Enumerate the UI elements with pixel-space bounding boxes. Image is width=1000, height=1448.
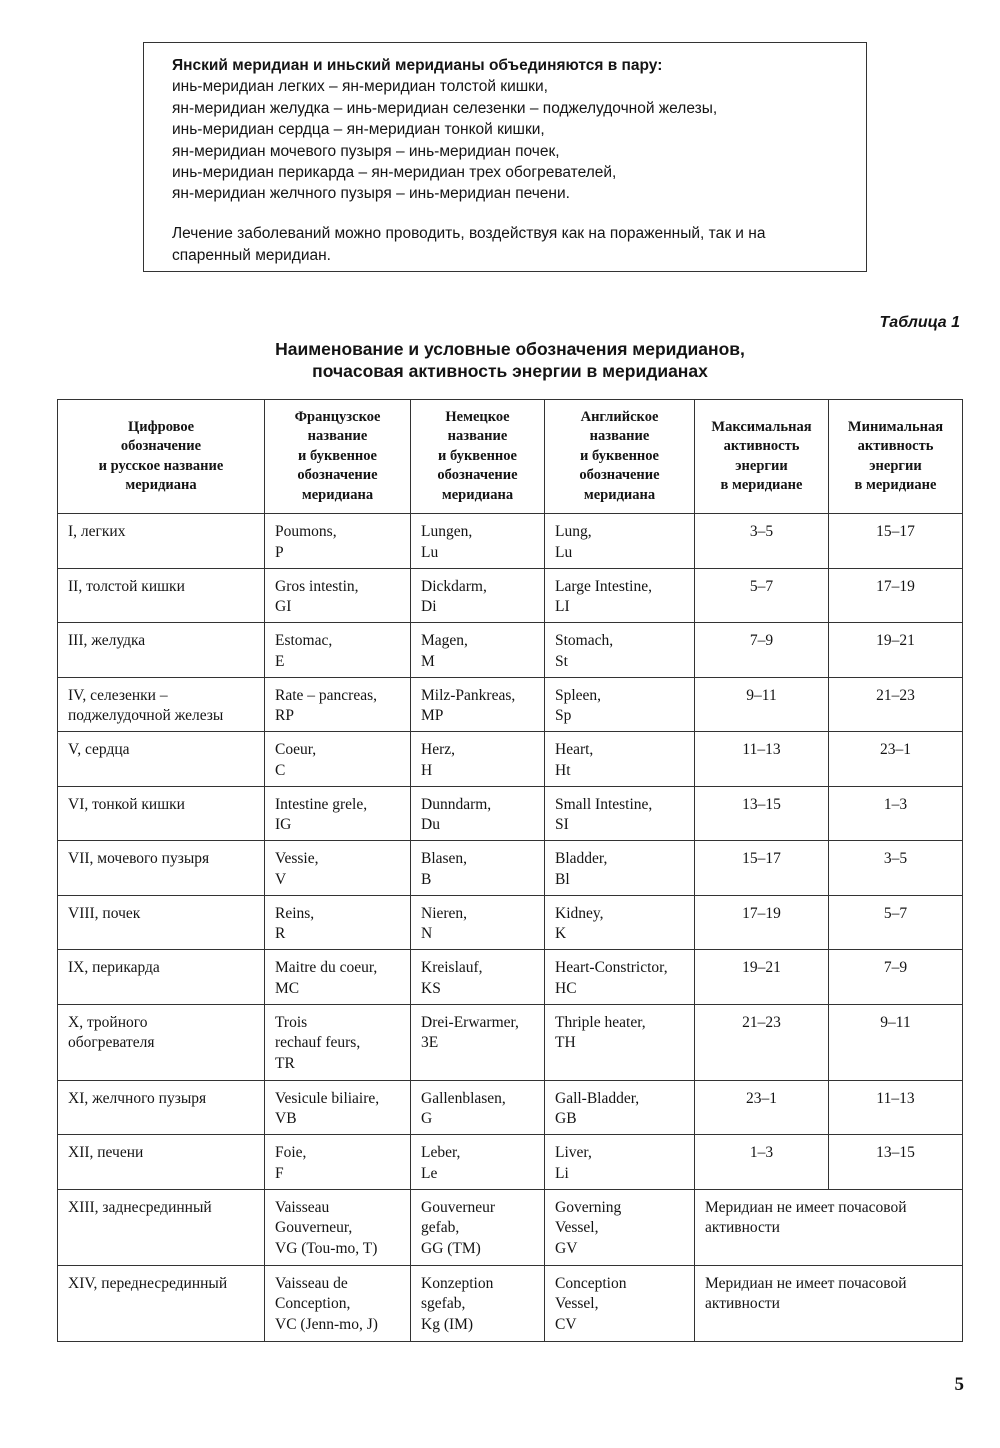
cell-no-hourly-activity [695, 1265, 963, 1341]
cell-line: Magen, [421, 632, 468, 649]
cell-max-activity: 11–13 [695, 732, 829, 787]
table-title-line: почасовая активность энергии в меридианах [312, 361, 708, 381]
column-header-line: в меридиане [720, 477, 803, 493]
cell-line: Intestine grele, [275, 795, 368, 813]
cell-line: XII, печени [68, 1144, 144, 1161]
cell-line: GI [275, 598, 292, 615]
cell-german-name [411, 1135, 545, 1190]
cell-line: Maitre du coeur, [275, 959, 378, 976]
cell-line: Dickdarm, [421, 577, 487, 595]
cell-line: Konzeption [421, 1274, 494, 1292]
cell-line: Li [555, 1164, 569, 1182]
cell-french-name [265, 1135, 411, 1190]
cell-meridian-name [58, 1004, 265, 1080]
cell-line: R [275, 925, 286, 942]
column-header-line: Английское [580, 408, 659, 425]
cell-meridian-name [58, 568, 265, 623]
table-row [58, 1004, 963, 1080]
table-title-line: Наименование и условные обозначения меридианов, [275, 339, 745, 359]
column-header-line: обозначение [579, 467, 660, 484]
cell-line: Large Intestine, [555, 577, 652, 595]
table-row [58, 623, 963, 678]
cell-meridian-name [58, 732, 265, 787]
column-header-min-activity [829, 400, 963, 514]
table-row [58, 950, 963, 1005]
table-row [58, 568, 963, 623]
column-header-line: обозначение [120, 438, 202, 454]
cell-line: Governing [555, 1198, 622, 1216]
column-header-line: и буквенное [580, 447, 659, 464]
cell-line: Trois [275, 1013, 308, 1031]
cell-meridian-name [58, 841, 265, 896]
column-header-line: обозначение [437, 467, 518, 484]
cell-line: Milz-Pankreas, [421, 686, 516, 704]
cell-english-name [545, 1189, 695, 1265]
cell-english-name [545, 677, 695, 732]
cell-line: Lu [421, 543, 439, 561]
cell-french-name [265, 514, 411, 569]
cell-line: Di [421, 598, 437, 615]
cell-line: Drei-Erwarmer, [421, 1013, 519, 1031]
cell-line: V, сердца [68, 741, 130, 758]
cell-line: HC [555, 979, 577, 997]
cell-meridian-name [58, 514, 265, 569]
cell-german-name [411, 677, 545, 732]
cell-line: Lu [555, 543, 573, 561]
column-header-line: Минимальная [847, 418, 944, 435]
cell-line: Kreislauf, [421, 959, 483, 976]
cell-english-name [545, 786, 695, 841]
cell-line: Sp [555, 707, 572, 724]
column-header-number-russian [58, 400, 265, 514]
cell-line: P [275, 543, 284, 561]
cell-meridian-name [58, 623, 265, 678]
column-header-line: Максимальная [711, 418, 812, 435]
cell-line: VG (Tou-mo, T) [275, 1239, 378, 1257]
cell-meridian-name [58, 1265, 265, 1341]
cell-line: LI [555, 598, 570, 615]
cell-line: Bl [555, 870, 570, 888]
cell-meridian-name [58, 677, 265, 732]
cell-english-name [545, 514, 695, 569]
cell-english-name [545, 1080, 695, 1135]
table-row [58, 1265, 963, 1341]
cell-line: Gros intestin, [275, 577, 359, 595]
cell-line: Thriple heater, [555, 1013, 646, 1031]
cell-line: Vaisseau [275, 1198, 330, 1216]
cell-line: B [421, 870, 432, 888]
cell-max-activity: 23–1 [695, 1080, 829, 1135]
column-header-french [265, 400, 411, 514]
column-header-line: меридиана [583, 486, 656, 503]
cell-english-name [545, 623, 695, 678]
cell-line: Vaisseau de [275, 1274, 348, 1292]
cell-line: GB [555, 1110, 577, 1127]
cell-line: Kidney, [555, 904, 604, 922]
cell-german-name [411, 1265, 545, 1341]
pairing-line: инь-меридиан легких – ян-меридиан толстой кишки, [172, 78, 548, 96]
cell-german-name [411, 514, 545, 569]
cell-line: SI [555, 816, 569, 833]
column-header-line: обозначение [297, 467, 378, 484]
cell-min-activity: 11–13 [829, 1080, 963, 1135]
column-header-line: название [589, 428, 650, 445]
table-row [58, 841, 963, 896]
cell-german-name [411, 732, 545, 787]
cell-line: активности [705, 1295, 780, 1312]
table-row [58, 1080, 963, 1135]
cell-line: III, желудка [68, 632, 146, 649]
cell-line: TH [555, 1034, 576, 1051]
cell-line: X, тройного [68, 1013, 148, 1031]
cell-min-activity: 21–23 [829, 677, 963, 732]
cell-line: M [421, 652, 435, 670]
cell-line: Leber, [421, 1144, 461, 1161]
cell-line: XIV, переднесрединный [68, 1274, 228, 1292]
cell-line: VC (Jenn-mo, J) [275, 1315, 378, 1333]
cell-line: C [275, 761, 286, 779]
cell-german-name [411, 623, 545, 678]
cell-min-activity: 5–7 [829, 895, 963, 950]
cell-german-name [411, 1080, 545, 1135]
table-row [58, 1189, 963, 1265]
column-header-line: Цифровое [127, 418, 195, 435]
cell-line: Liver, [555, 1144, 592, 1161]
cell-french-name [265, 1004, 411, 1080]
cell-german-name [411, 786, 545, 841]
meridians-table [57, 399, 963, 1342]
cell-meridian-name [58, 1189, 265, 1265]
cell-english-name [545, 732, 695, 787]
cell-french-name [265, 841, 411, 896]
cell-min-activity: 1–3 [829, 786, 963, 841]
cell-line: MC [275, 979, 300, 997]
cell-line: VB [275, 1110, 297, 1127]
cell-line: H [421, 761, 433, 779]
pairing-line: ян-меридиан желчного пузыря – инь-меридиан печени. [172, 185, 570, 203]
cell-line: rechauf feurs, [275, 1034, 361, 1051]
cell-line: GG (TM) [421, 1239, 481, 1257]
cell-line: K [555, 925, 567, 942]
table-title [0, 338, 1000, 382]
column-header-german [411, 400, 545, 514]
cell-max-activity: 1–3 [695, 1135, 829, 1190]
cell-min-activity: 19–21 [829, 623, 963, 678]
column-header-line: и буквенное [298, 447, 377, 464]
table-body [58, 514, 963, 1342]
cell-min-activity: 17–19 [829, 568, 963, 623]
column-header-line: меридиана [125, 477, 197, 493]
pairing-line: ян-меридиан желудка – инь-меридиан селезенки – поджелудочной железы, [172, 99, 718, 117]
cell-line: XIII, заднесрединный [68, 1198, 212, 1216]
cell-french-name [265, 623, 411, 678]
pairing-line: инь-меридиан сердца – ян-меридиан тонкой кишки, [172, 121, 545, 139]
table-label: Таблица 1 [879, 314, 960, 331]
cell-line: Le [421, 1164, 438, 1182]
cell-french-name [265, 950, 411, 1005]
pairing-note-lead: Янский меридиан и иньский меридианы объединяются в пару: [172, 57, 663, 74]
cell-line: Rate – pancreas, [275, 686, 377, 704]
cell-line: Vessie, [275, 850, 319, 867]
cell-line: Gouverneur, [275, 1219, 353, 1236]
cell-german-name [411, 841, 545, 896]
cell-line: Vesicule biliaire, [275, 1089, 380, 1107]
cell-line: Coeur, [275, 741, 317, 758]
cell-line: VI, тонкой кишки [68, 795, 185, 813]
cell-max-activity: 3–5 [695, 514, 829, 569]
cell-min-activity: 9–11 [829, 1004, 963, 1080]
table-row [58, 514, 963, 569]
cell-no-hourly-activity [695, 1189, 963, 1265]
treatment-line: спаренный меридиан. [172, 246, 331, 264]
cell-line: Spleen, [555, 686, 602, 704]
column-header-line: активность [857, 438, 934, 454]
cell-line: VII, мочевого пузыря [68, 850, 210, 867]
cell-line: Small Intestine, [555, 795, 653, 813]
pairing-line: инь-меридиан перикарда – ян-меридиан трех обогревателей, [172, 164, 617, 182]
cell-line: IG [275, 816, 292, 833]
cell-line: I, легких [68, 523, 126, 540]
cell-line: Gall-Bladder, [555, 1089, 640, 1107]
pairing-note-box [143, 42, 867, 272]
column-header-line: в меридиане [854, 477, 937, 493]
cell-line: MP [421, 707, 444, 724]
cell-line: Conception, [275, 1295, 351, 1312]
cell-line: Estomac, [275, 632, 333, 649]
cell-french-name [265, 732, 411, 787]
table-row [58, 895, 963, 950]
cell-english-name [545, 841, 695, 896]
cell-line: Reins, [275, 904, 315, 922]
cell-french-name [265, 895, 411, 950]
cell-line: VIII, почек [68, 904, 141, 922]
cell-english-name [545, 1004, 695, 1080]
cell-line: sgefab, [421, 1295, 466, 1312]
cell-meridian-name [58, 895, 265, 950]
cell-line: Foie, [275, 1144, 307, 1161]
cell-max-activity: 21–23 [695, 1004, 829, 1080]
cell-min-activity: 13–15 [829, 1135, 963, 1190]
column-header-line: Французское [294, 408, 381, 425]
table-row [58, 1135, 963, 1190]
cell-english-name [545, 568, 695, 623]
cell-max-activity: 17–19 [695, 895, 829, 950]
treatment-line: Лечение заболеваний можно проводить, воздействуя как на пораженный, так и на [172, 224, 766, 242]
cell-line: Du [421, 816, 440, 833]
cell-french-name [265, 1265, 411, 1341]
table-header-row [58, 400, 963, 514]
cell-line: N [421, 925, 433, 942]
cell-line: Gallenblasen, [421, 1089, 506, 1107]
cell-line: Poumons, [275, 523, 337, 540]
cell-line: Lung, [555, 523, 592, 540]
cell-line: F [275, 1164, 284, 1182]
cell-line: Heart, [555, 741, 594, 758]
cell-german-name [411, 1189, 545, 1265]
cell-english-name [545, 950, 695, 1005]
cell-line: St [555, 652, 568, 670]
cell-line: Heart-Constrictor, [555, 959, 668, 976]
cell-line: IV, селезенки – [68, 686, 168, 704]
cell-german-name [411, 568, 545, 623]
column-header-line: меридиана [301, 486, 374, 503]
cell-line: Gouverneur [421, 1198, 496, 1216]
cell-meridian-name [58, 950, 265, 1005]
cell-german-name [411, 895, 545, 950]
cell-line: II, толстой кишки [68, 577, 185, 595]
cell-max-activity: 9–11 [695, 677, 829, 732]
column-header-line: энергии [869, 457, 922, 474]
cell-line: RP [275, 707, 294, 724]
cell-line: G [421, 1110, 433, 1127]
column-header-line: название [447, 428, 508, 445]
cell-max-activity: 15–17 [695, 841, 829, 896]
cell-line: Lungen, [421, 523, 473, 540]
cell-french-name [265, 1080, 411, 1135]
cell-line: IX, перикарда [68, 959, 160, 976]
column-header-line: активность [723, 438, 800, 454]
cell-english-name [545, 895, 695, 950]
page-number: 5 [954, 1374, 964, 1395]
column-header-line: и буквенное [438, 447, 517, 464]
cell-line: Bladder, [555, 850, 608, 867]
cell-french-name [265, 1189, 411, 1265]
cell-german-name [411, 1004, 545, 1080]
table-row [58, 677, 963, 732]
cell-line: активности [705, 1219, 780, 1236]
cell-min-activity: 15–17 [829, 514, 963, 569]
cell-min-activity: 23–1 [829, 732, 963, 787]
column-header-line: название [307, 428, 368, 445]
cell-line: Ht [555, 761, 571, 779]
cell-min-activity: 3–5 [829, 841, 963, 896]
column-header-line: Немецкое [445, 408, 510, 425]
cell-max-activity: 13–15 [695, 786, 829, 841]
cell-meridian-name [58, 1080, 265, 1135]
cell-line: E [275, 652, 285, 670]
cell-line: gefab, [421, 1219, 460, 1236]
table-row [58, 786, 963, 841]
cell-line: CV [555, 1315, 577, 1333]
cell-meridian-name [58, 1135, 265, 1190]
cell-line: Vessel, [555, 1219, 599, 1236]
cell-line: Blasen, [421, 850, 468, 867]
table-row [58, 732, 963, 787]
cell-line: 3E [421, 1034, 439, 1051]
cell-french-name [265, 786, 411, 841]
cell-max-activity: 19–21 [695, 950, 829, 1005]
cell-line: Conception [555, 1274, 627, 1292]
cell-german-name [411, 950, 545, 1005]
cell-line: Меридиан не имеет почасовой [705, 1274, 907, 1292]
cell-line: Меридиан не имеет почасовой [705, 1198, 907, 1216]
cell-french-name [265, 677, 411, 732]
cell-line: Stomach, [555, 632, 614, 649]
cell-line: TR [275, 1054, 295, 1072]
treatment-note [172, 223, 840, 267]
cell-max-activity: 7–9 [695, 623, 829, 678]
cell-line: Herz, [421, 741, 455, 758]
column-header-line: энергии [735, 457, 788, 474]
cell-line: Dunndarm, [421, 795, 492, 813]
column-header-english [545, 400, 695, 514]
cell-english-name [545, 1135, 695, 1190]
column-header-line: меридиана [441, 486, 514, 503]
cell-line: Vessel, [555, 1295, 599, 1312]
cell-line: Nieren, [421, 904, 468, 922]
cell-line: XI, желчного пузыря [68, 1089, 207, 1107]
column-header-line: и русское название [98, 457, 224, 474]
cell-line: KS [421, 979, 441, 997]
pairing-line: ян-меридиан мочевого пузыря – инь-меридиан почек, [172, 142, 560, 160]
cell-max-activity: 5–7 [695, 568, 829, 623]
cell-line: V [275, 870, 287, 888]
column-header-max-activity [695, 400, 829, 514]
cell-min-activity: 7–9 [829, 950, 963, 1005]
cell-line: поджелудочной железы [68, 707, 224, 724]
cell-french-name [265, 568, 411, 623]
cell-line: обогревателя [68, 1034, 155, 1051]
cell-english-name [545, 1265, 695, 1341]
cell-meridian-name [58, 786, 265, 841]
cell-line: Kg (IM) [421, 1315, 474, 1333]
cell-line: GV [555, 1239, 578, 1257]
